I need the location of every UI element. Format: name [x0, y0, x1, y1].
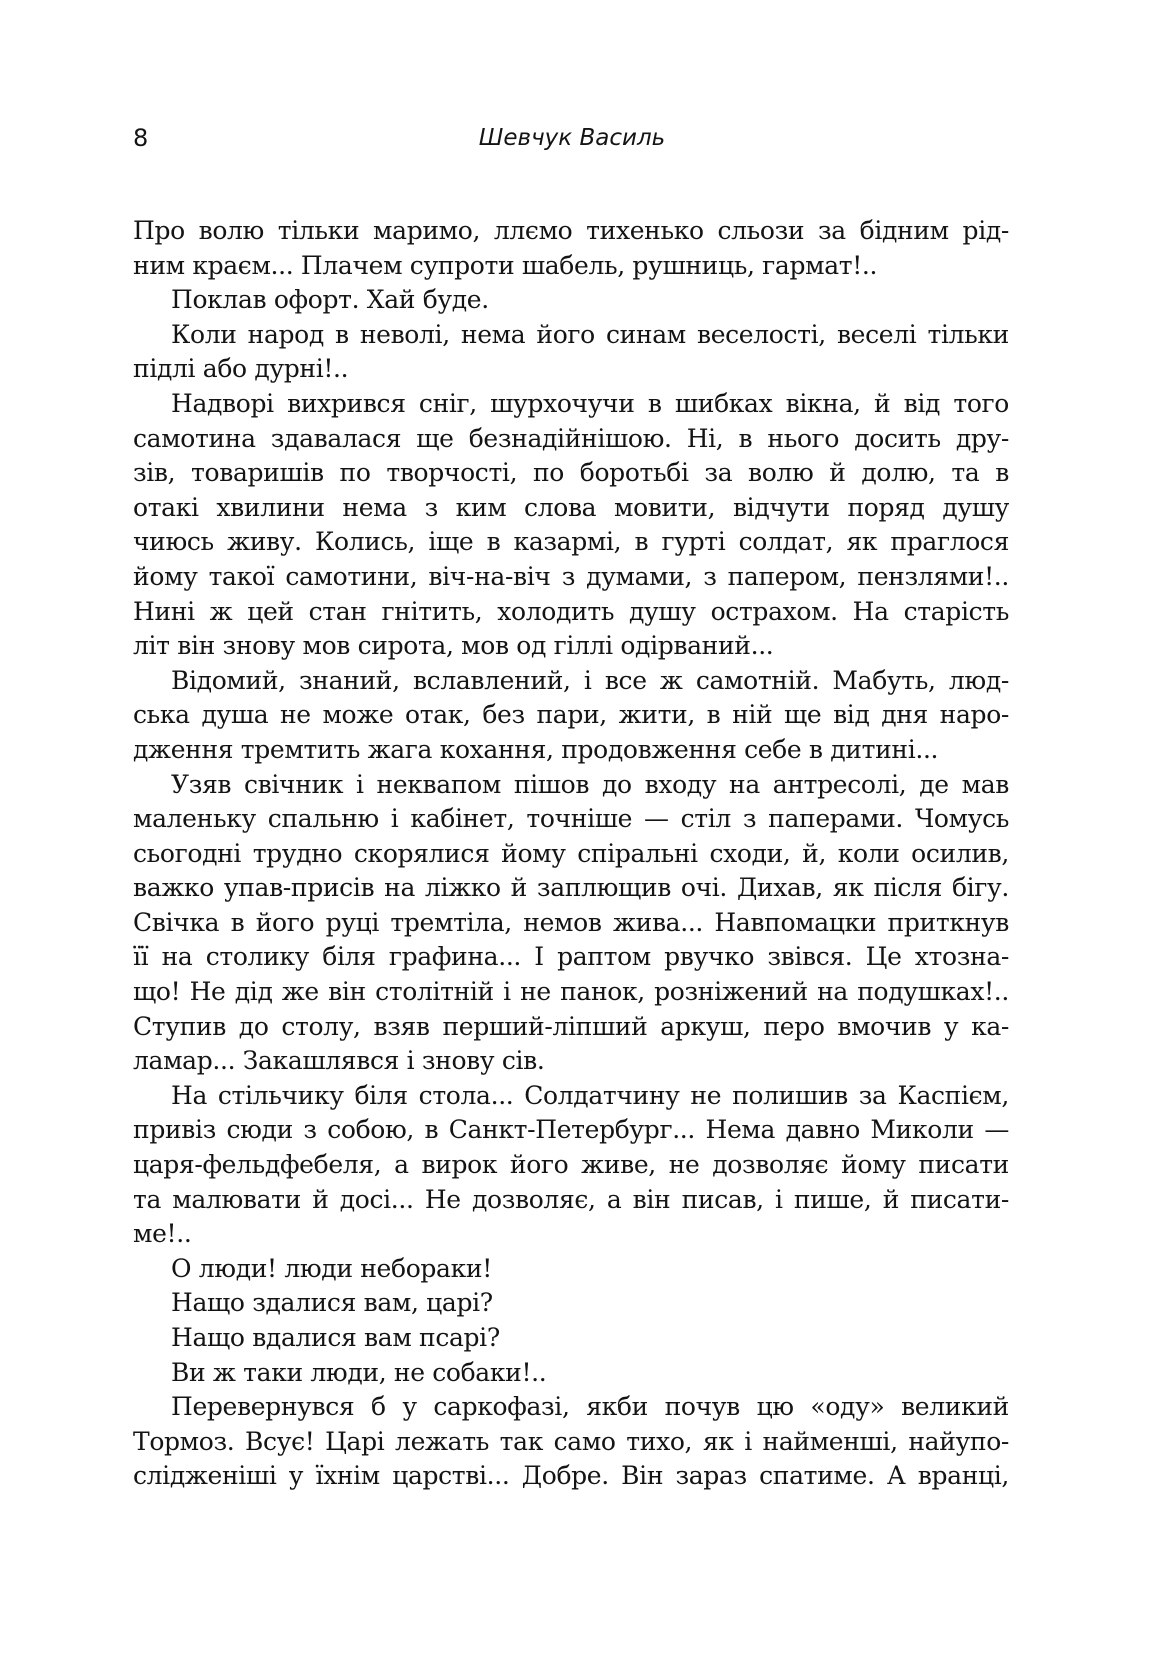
- paragraph-4: [133, 387, 1009, 664]
- text-line: йому такої самотини, віч-на-віч з думами, з папером, пензлями!..: [133, 561, 1009, 591]
- text-line: Свічка в його руці тремтіла, немов жива... Навпомацки приткнув: [133, 907, 1009, 937]
- text-line: царя-фельдфебеля, а вирок його живе, не дозволяє йому писати: [133, 1150, 1009, 1180]
- page-header: [133, 122, 1011, 154]
- paragraph-1: [133, 214, 1009, 283]
- paragraph-8: [133, 1390, 1009, 1494]
- text-line: ламар... Закашлявся і знову сів.: [133, 1046, 545, 1076]
- paragraph-2: [133, 283, 1009, 318]
- poem-line: О люди! люди небораки!: [171, 1253, 492, 1283]
- text-line: сьогодні трудно скорялися йому спіральні сходи, й, коли осилив,: [133, 838, 1009, 868]
- poem-line: Нащо здалися вам, царі?: [171, 1288, 493, 1318]
- text-line: що! Не дід же він столітній і не панок, розніжений на подушках!..: [133, 977, 1009, 1007]
- text-line: Відомий, знаний, вславлений, і все ж самотній. Мабуть, люд-: [171, 665, 1009, 695]
- text-line: ська душа не може отак, без пари, жити, в ній ще від дня наро-: [133, 700, 1009, 730]
- text-line: Тормоз. Всує! Царі лежать так само тихо, як і найменші, найупо-: [133, 1426, 1009, 1456]
- text-line: Перевернувся б у саркофазі, якби почув цю «оду» великий: [171, 1392, 1009, 1422]
- text-line: маленьку спальню і кабінет, точніше — стіл з паперами. Чомусь: [133, 804, 1009, 834]
- poem-quote: [133, 1252, 1009, 1390]
- text-line: отакі хвилини нема з ким слова мовити, відчути поряд душу: [133, 492, 1009, 522]
- text-line: важко упав-присів на ліжко й заплющив очі. Дихав, як після бігу.: [133, 873, 1009, 903]
- text-line: дження тремтить жага кохання, продовження себе в дитині...: [133, 734, 939, 764]
- text-line: літ він знову мов сирота, мов од гіллі одірваний...: [133, 631, 774, 661]
- text-line: На стільчику біля стола... Солдатчину не полишив за Каспієм,: [171, 1080, 1009, 1110]
- text-line: Про волю тільки маримо, ллємо тихенько сльози за бідним рід-: [133, 216, 1009, 245]
- poem-line: Нащо вдалися вам псарі?: [171, 1323, 500, 1352]
- text-line: зів, товаришів по творчості, по боротьбі за волю й долю, та в: [133, 458, 1009, 488]
- running-head: Шевчук Василь: [478, 125, 666, 151]
- paragraph-6: [133, 768, 1009, 1079]
- text-line: привіз сюди з собою, в Санкт-Петербург... Нема давно Миколи —: [133, 1115, 1009, 1145]
- text-line: Поклав офорт. Хай буде.: [171, 285, 489, 315]
- page-number: 8: [133, 124, 149, 152]
- paragraph-3: [133, 318, 1009, 387]
- text-line: слідженіші у їхнім царстві... Добре. Він зараз спатиме. А вранці,: [133, 1461, 1009, 1491]
- text-line: ме!..: [133, 1219, 192, 1249]
- text-line: самотина здавалася ще безнадійнішою. Ні, в нього досить дру-: [133, 423, 1009, 453]
- text-line: Ступив до столу, взяв перший-ліпший аркуш, перо вмочив у ка-: [133, 1011, 1009, 1041]
- text-line: її на столику біля графина... І раптом рвучко звівся. Це хтозна-: [133, 942, 1009, 972]
- text-line: Надворі вихрився сніг, шурхочучи в шибках вікна, й від того: [171, 388, 1009, 418]
- paragraph-5: [133, 664, 1009, 768]
- text-line: та малювати й досі... Не дозволяє, а він писав, і пише, й писати-: [133, 1184, 1009, 1214]
- text-line: Нині ж цей стан гнітить, холодить душу острахом. На старість: [133, 596, 1009, 626]
- text-line: Узяв свічник і неквапом пішов до входу на антресолі, де мав: [171, 769, 1009, 799]
- text-line: чиюсь живу. Колись, іще в казармі, в гурті солдат, як праглося: [133, 527, 1009, 557]
- text-line: Коли народ в неволі, нема його синам веселості, веселі тільки: [171, 319, 1009, 349]
- text-line: ним краєм... Плачем супроти шабель, рушниць, гармат!..: [133, 250, 878, 280]
- text-line: підлі або дурні!..: [133, 354, 349, 384]
- paragraph-7: [133, 1079, 1009, 1252]
- body-text: [133, 214, 1009, 1494]
- poem-line: Ви ж таки люди, не собаки!..: [171, 1357, 547, 1387]
